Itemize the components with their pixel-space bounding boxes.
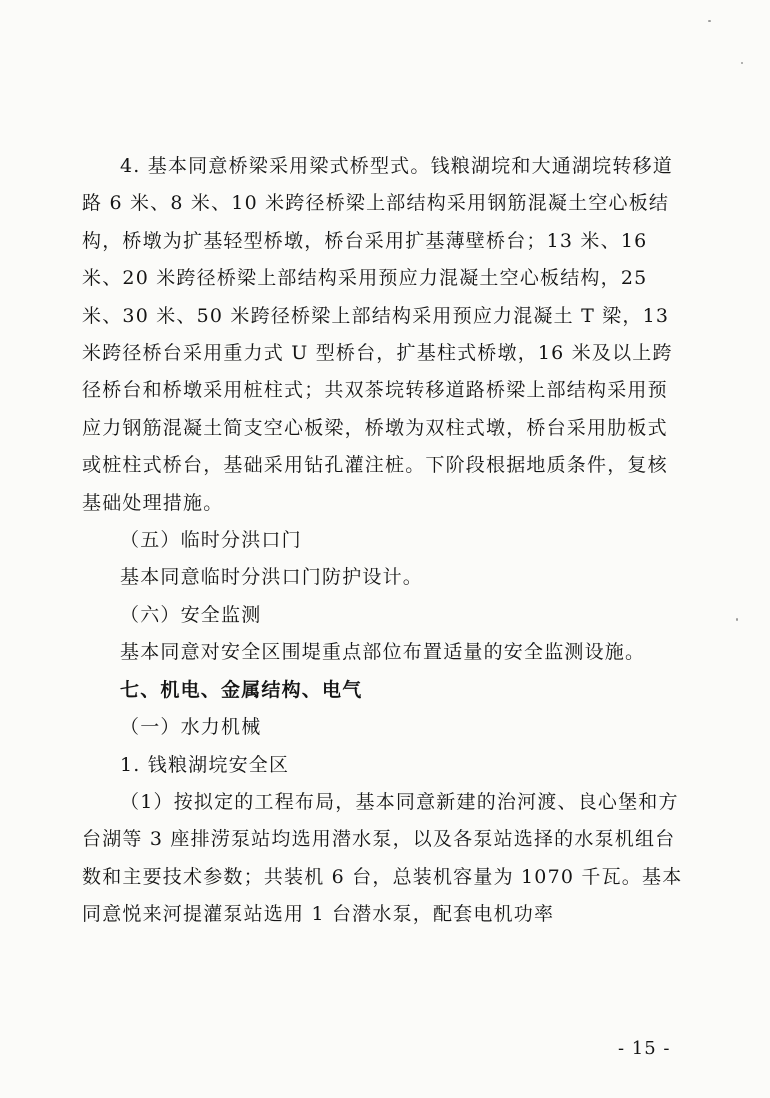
- paragraph-flood-gate-protection: 基本同意临时分洪口门防护设计。: [120, 566, 424, 589]
- item-heading-qianlianghu-safety-zone: 1. 钱粮湖垸安全区: [120, 753, 290, 776]
- paragraph-bridge-design: 4. 基本同意桥梁采用梁式桥型式。钱粮湖垸和大通湖垸转移道路 6 米、8 米、10 米跨径桥梁上部结构采用钢筋混凝土空心板结构，桥墩为扩基轻型桥墩，桥台采用扩基薄壁桥台；13 米、16 米、20 米跨径桥梁上部结构采用预应力混凝土空心板结构，25 米、30 米、50 米跨径桥梁上部结构采用预应力混凝土 T 梁，13 米跨径桥台采用重力式 U 型桥台，扩基柱式桥墩，16 米及以上跨径桥台和桥墩采用桩柱式；共双茶垸转移道路桥梁上部结构采用预应力钢筋混凝土简支空心板梁，桥墩为双柱式墩，桥台采用肋板式或桩柱式桥台，基础采用钻孔灌注桩。下阶段根据地质条件，复核基础处理措施。: [82, 155, 673, 514]
- document-body: [82, 148, 684, 934]
- scan-speck: [736, 618, 738, 621]
- subsection-heading-temporary-flood-gate: （五）临时分洪口门: [120, 529, 302, 552]
- section-heading-electromechanical: 七、机电、金属结构、电气: [120, 678, 363, 701]
- page-number: - 15 -: [618, 1038, 671, 1059]
- scan-speck: [741, 62, 743, 64]
- paragraph-safety-monitoring: 基本同意对安全区围堤重点部位布置适量的安全监测设施。: [120, 641, 646, 664]
- subsection-heading-safety-monitoring: （六）安全监测: [120, 603, 262, 626]
- scan-speck: [708, 20, 711, 22]
- paragraph-pump-stations: （1）按拟定的工程布局，基本同意新建的治河渡、良心堡和方台湖等 3 座排涝泵站均选用潜水泵，以及各泵站选择的水泵机组台数和主要技术参数；共装机 6 台，总装机容量为 1070 千瓦。基本同意悦来河提灌泵站选用 1 台潜水泵，配套电机功率: [82, 790, 683, 926]
- subsection-heading-hydraulic-machinery: （一）水力机械: [120, 716, 262, 739]
